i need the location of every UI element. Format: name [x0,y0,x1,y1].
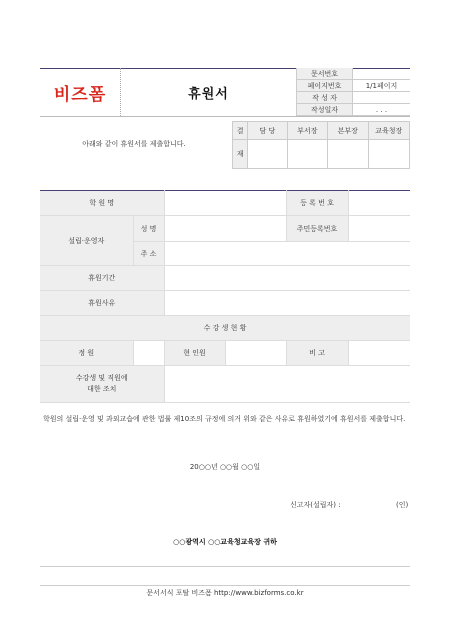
document-meta-table [296,68,410,116]
meta-value[interactable] [353,68,411,80]
addressee: ○○광역시 ○○교육청교육장 귀하 [173,538,277,546]
founder-name-field[interactable] [164,216,286,242]
meta-row [297,80,411,92]
bizforms-logo: 비즈폼 [53,84,107,105]
approval-header: 부서장 [287,122,327,140]
meta-row [297,92,411,104]
intro-text: 아래와 같이 휴원서를 제출합니다. [82,140,186,148]
remarks-label: 비 고 [286,341,348,366]
founder-address-label: 주 소 [133,242,164,266]
founder-address-field[interactable] [164,242,410,266]
footer-text: 문서서식 포탈 비즈폼 http://www.bizforms.co.kr [146,589,304,597]
meta-row [297,68,411,80]
declarant-label: 신고자(설립자) : [290,501,341,509]
meta-value[interactable]: . . . [353,104,411,116]
meta-label: 페이지번호 [297,80,353,92]
closure-reason-field[interactable] [164,291,410,316]
meta-label: 작 성 자 [297,92,353,104]
meta-value[interactable] [353,92,411,104]
closure-period-field[interactable] [164,266,410,291]
registration-number-label: 등 록 번 호 [286,191,348,216]
approval-label-bottom: 재 [233,140,248,169]
measures-label-line2: 대한 조치 [87,385,117,393]
document-title: 휴원서 [188,86,229,102]
divider [40,566,410,567]
measures-label [40,366,164,403]
closure-period-label: 휴원기간 [40,266,164,291]
approval-header: 담 당 [248,122,287,140]
capacity-label: 정 원 [40,341,133,366]
registration-number-field[interactable] [348,191,410,216]
academy-name-field[interactable] [164,191,286,216]
approval-sign-box[interactable] [287,140,327,169]
measures-field[interactable] [164,366,410,403]
closure-form-table [40,190,410,403]
resident-number-label: 주민등록번호 [286,216,348,242]
current-enrollment-label: 현 인원 [164,341,225,366]
divider [40,116,410,117]
submission-date: 20○○년 ○○월 ○○일 [189,463,261,471]
approval-table [232,121,410,169]
statement-paragraph: 학원의 설립·운영 및 과외교습에 관한 법률 제10조의 규정에 의거 위와 같은 사유로 휴원하였기에 휴원서를 제출합니다. [43,415,406,423]
meta-label: 작성일자 [297,104,353,116]
founder-label: 설립·운영자 [40,216,133,266]
approval-header: 본부장 [328,122,368,140]
founder-name-label: 성 명 [133,216,164,242]
resident-number-field[interactable] [348,216,410,242]
academy-name-label: 학 원 명 [40,191,164,216]
remarks-field[interactable] [348,341,410,366]
meta-label: 문서번호 [297,68,353,80]
meta-row [297,104,411,116]
seal-mark: (인) [396,501,409,509]
approval-sign-box[interactable] [368,140,410,169]
approval-sign-box[interactable] [248,140,287,169]
approval-sign-box[interactable] [328,140,368,169]
measures-label-line1: 수강생 및 직원에 [75,374,128,382]
divider [40,585,410,586]
approval-header: 교육청장 [368,122,410,140]
enrollment-status-heading: 수 강 생 현 황 [40,316,410,341]
approval-label-top: 결 [233,122,248,140]
current-enrollment-field[interactable] [225,341,286,366]
meta-value: 1/1페이지 [353,80,411,92]
capacity-field[interactable] [133,341,164,366]
closure-reason-label: 휴원사유 [40,291,164,316]
